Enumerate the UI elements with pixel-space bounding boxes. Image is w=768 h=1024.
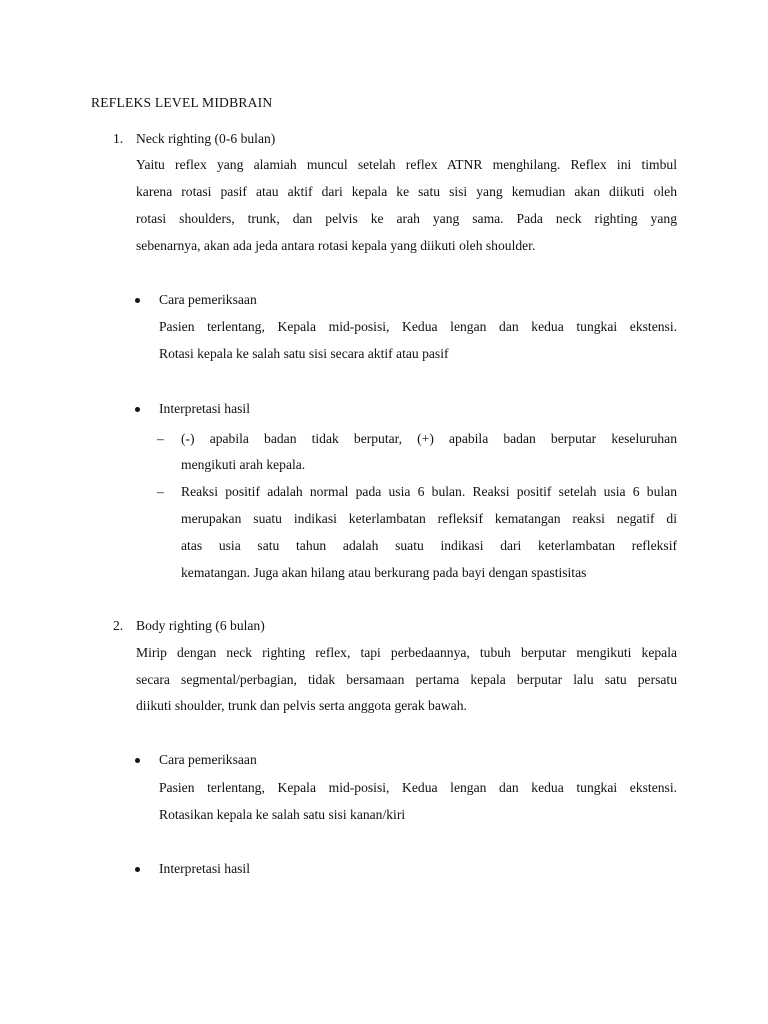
bullet-icon <box>135 298 140 303</box>
bullet-label: Cara pemeriksaan <box>159 752 257 767</box>
dash-item-line: mengikuti arah kepala. <box>181 457 306 472</box>
dash-icon: – <box>157 484 164 499</box>
paragraph-line: diikuti shoulder, trunk dan pelvis serta anggota gerak bawah. <box>136 698 467 713</box>
paragraph-line: karena rotasi pasif atau aktif dari kepala ke satu sisi yang kemudian akan diikuti oleh <box>136 184 677 199</box>
paragraph-line: sebenarnya, akan ada jeda antara rotasi kepala yang diikuti oleh shoulder. <box>136 238 536 253</box>
bullet-icon <box>135 758 140 763</box>
paragraph-line: Yaitu reflex yang alamiah muncul setelah reflex ATNR menghilang. Reflex ini timbul <box>136 157 677 172</box>
dash-item-line: kematangan. Juga akan hilang atau berkurang pada bayi dengan spastisitas <box>181 565 587 580</box>
bullet-icon <box>135 407 140 412</box>
section-number: 2. <box>113 618 124 633</box>
bullet-label: Interpretasi hasil <box>159 861 250 876</box>
document-title: REFLEKS LEVEL MIDBRAIN <box>91 95 273 110</box>
dash-item-line: (-) apabila badan tidak berputar, (+) apabila badan berputar keseluruhan <box>181 431 677 446</box>
paragraph-line: rotasi shoulders, trunk, dan pelvis ke arah yang sama. Pada neck righting yang <box>136 211 677 226</box>
bullet-label: Cara pemeriksaan <box>159 292 257 307</box>
paragraph-line: secara segmental/perbagian, tidak bersamaan pertama kepala berputar lalu satu persatu <box>136 672 677 687</box>
bullet-text-line: Pasien terlentang, Kepala mid-posisi, Kedua lengan dan kedua tungkai ekstensi. <box>159 319 677 334</box>
bullet-icon <box>135 867 140 872</box>
bullet-label: Interpretasi hasil <box>159 401 250 416</box>
dash-icon: – <box>157 431 164 446</box>
section-heading: Body righting (6 bulan) <box>136 618 265 633</box>
bullet-text-line: Pasien terlentang, Kepala mid-posisi, Kedua lengan dan kedua tungkai ekstensi. <box>159 780 677 795</box>
paragraph-line: Mirip dengan neck righting reflex, tapi perbedaannya, tubuh berputar mengikuti kepala <box>136 645 677 660</box>
section-number: 1. <box>113 131 124 146</box>
dash-item-line: atas usia satu tahun adalah suatu indikasi dari keterlambatan refleksif <box>181 538 677 553</box>
dash-item-line: Reaksi positif adalah normal pada usia 6 bulan. Reaksi positif setelah usia 6 bulan <box>181 484 677 499</box>
bullet-text-line: Rotasi kepala ke salah satu sisi secara aktif atau pasif <box>159 346 449 361</box>
bullet-text-line: Rotasikan kepala ke salah satu sisi kanan/kiri <box>159 807 406 822</box>
dash-item-line: merupakan suatu indikasi keterlambatan refleksif kematangan reaksi negatif di <box>181 511 677 526</box>
section-heading: Neck righting (0-6 bulan) <box>136 131 276 146</box>
